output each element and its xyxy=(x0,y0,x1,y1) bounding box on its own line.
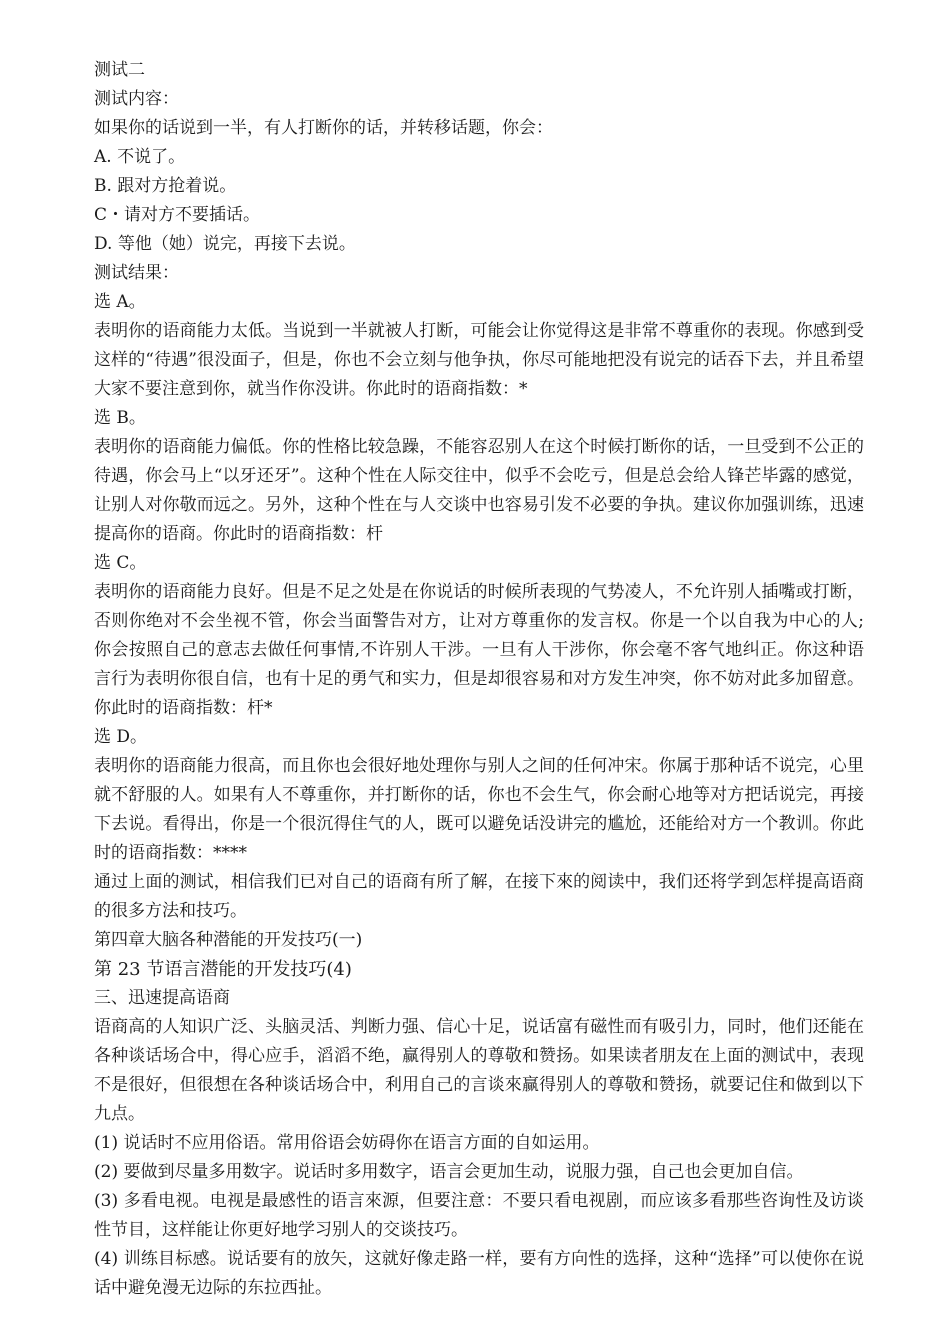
chapter-title: 第四章大脑各种潜能的开发技巧(一) xyxy=(94,930,363,950)
test-result-label: 测试结果： xyxy=(94,263,179,283)
tip-4: (4) 训练目标感。说话要有的放矢，这就好像走路一样，要有方向性的选择，这种“选择”可以使你在说话中避免漫无边际的东拉西扯。 xyxy=(94,1249,864,1298)
tip-2: (2) 要做到尽量多用数字。说话时多用数字，语言会更加生动，说服力强，自己也会更加自信。 xyxy=(94,1162,804,1182)
tip-1: (1) 说话时不应用俗语。常用俗语会妨碍你在语言方面的自如运用。 xyxy=(94,1133,600,1153)
option-a: A. 不说了。 xyxy=(94,147,186,167)
pick-b-label: 选 B。 xyxy=(94,408,146,428)
result-d-paragraph: 表明你的语商能力很高，而且你也会很好地处理你与别人之间的任何冲宋。你属于那种话不说完，心里就不舒服的人。如果有人不尊重你，并打断你的话，你也不会生气，你会耐心地等对方把话说完，再接下去说。看得出，你是一个很沉得住气的人，既可以避免话没讲完的尴尬，还能给对方一个教训。你此时的语商指数：**** xyxy=(94,756,864,863)
pick-a-label: 选 A。 xyxy=(94,292,146,312)
pick-d-label: 选 D。 xyxy=(94,727,148,747)
option-c: C・请对方不要插话。 xyxy=(94,205,261,225)
option-b: B. 跟对方抢着说。 xyxy=(94,176,237,196)
subsection-title: 三、迅速提高语商 xyxy=(94,988,230,1008)
section-title: 第 23 节语言潜能的开发技巧(4) xyxy=(94,959,352,980)
test-content-label: 测试内容： xyxy=(94,89,179,109)
result-b-paragraph: 表明你的语商能力偏低。你的性格比较急躁，不能容忍别人在这个时候打断你的话，一旦受到不公正的待遇，你会马上“以牙还牙”。这种个性在人际交往中，似乎不会吃亏，但是总会给人锋芒毕露的感觉，让别人对你敬而远之。另外，这种个性在与人交谈中也容易引发不必要的争执。建议你加强训练，迅速提高你的语商。你此时的语商指数：杆 xyxy=(94,437,864,544)
document-page xyxy=(94,56,864,1303)
summary-paragraph: 通过上面的测试，相信我们已对自己的语商有所了解，在接下來的阅读中，我们还将学到怎样提高语商的很多方法和技巧。 xyxy=(94,872,864,921)
tip-3: (3) 多看电视。电视是最感性的语言來源，但要注意：不要只看电视剧，而应该多看那些咨询性及访谈性节目，这样能让你更好地学习别人的交谈技巧。 xyxy=(94,1191,864,1240)
question-text: 如果你的话说到一半，有人打断你的话，并转移话题，你会： xyxy=(94,118,553,138)
option-d: D. 等他（她）说完，再接下去说。 xyxy=(94,234,356,254)
test-title: 测试二 xyxy=(94,60,145,80)
result-a-paragraph: 表明你的语商能力太低。当说到一半就被人打断，可能会让你觉得这是非常不尊重你的表现。你感到受这样的“待遇”很没面子，但是，你也不会立刻与他争执，你尽可能地把没有说完的话吞下去，并且希望大家不要注意到你，就当作你没讲。你此时的语商指数：* xyxy=(94,321,864,399)
pick-c-label: 选 C。 xyxy=(94,553,147,573)
intro-paragraph: 语商高的人知识广泛、头脑灵活、判断力强、信心十足，说话富有磁性而有吸引力，同时，他们还能在各种谈话场合中，得心应手，滔滔不绝，赢得别人的尊敬和赞扬。如果读者朋友在上面的测试中，表现不是很好，但很想在各种谈话场合中，利用自己的言谈來赢得别人的尊敬和赞扬，就要记住和做到以下九点。 xyxy=(94,1017,864,1124)
result-c-paragraph: 表明你的语商能力良好。但是不足之处是在你说话的时候所表现的气势凌人，不允许别人插嘴或打断，否则你绝对不会坐视不管，你会当面警告对方，让对方尊重你的发言权。你是一个以自我为中心的人;你会按照自己的意志去做任何事情,不许别人干涉。一旦有人干涉你，你会毫不客气地纠正。你这种语言行为表明你很自信，也有十足的勇气和实力，但是却很容易和对方发生冲突，你不妨对此多加留意。你此时的语商指数：杆* xyxy=(94,582,864,718)
